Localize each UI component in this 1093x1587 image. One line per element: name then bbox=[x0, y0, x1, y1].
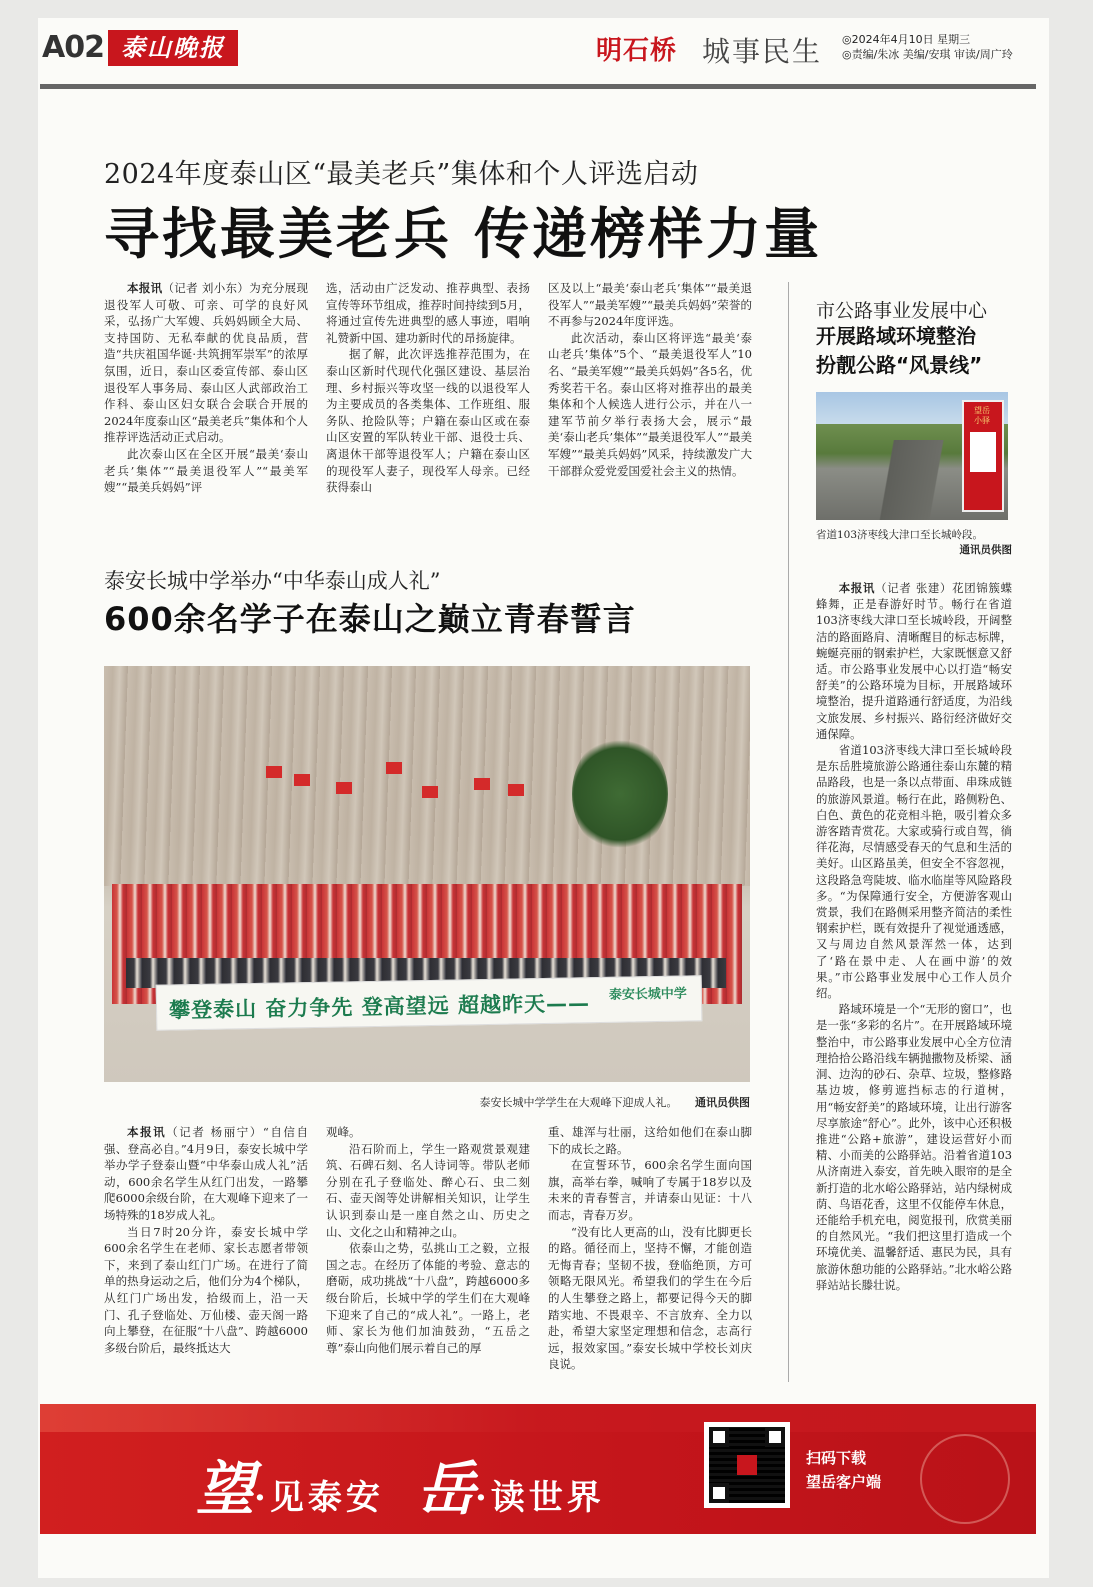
sidebar-body bbox=[816, 580, 1012, 1380]
masthead bbox=[42, 26, 1047, 72]
article1-column-3 bbox=[548, 280, 752, 512]
article1-column-2 bbox=[326, 280, 530, 512]
paragraph: 为充分展现退役军人可敬、可亲、可学的良好风采，弘扬广大军嫂、兵妈妈顾全大局、支持国防、无私奉献的优良品质，营造“共庆祖国华诞·共筑拥军崇军”的浓厚氛围，近日，泰山区委宣传部、泰山区退役军人事务局、泰山区人武部政治工作科、泰山区妇女联合会联合开展的2024年度泰山区“最美老兵”集体和个人推荐评选活动正式启动。 bbox=[104, 281, 308, 445]
ad-char-wang: 望 bbox=[196, 1455, 255, 1523]
paragraph: 观峰。 bbox=[326, 1125, 361, 1139]
qr-finder bbox=[709, 1427, 729, 1447]
road-image bbox=[856, 440, 966, 520]
article2-column-1 bbox=[104, 1124, 308, 1386]
qr-logo bbox=[737, 1455, 757, 1475]
byline: （记者 杨丽宁） bbox=[166, 1125, 263, 1139]
masthead-rule bbox=[40, 84, 1036, 89]
qr-code-icon[interactable] bbox=[704, 1422, 790, 1508]
group-photo-caption bbox=[104, 1094, 750, 1110]
ad-text-2: ·读世界 bbox=[474, 1478, 605, 1518]
masthead-meta bbox=[842, 32, 1013, 62]
paragraph: “自信自强、登高必自。”4月9日，泰安长城中学举办学子登泰山暨“中华泰山成人礼”活动，600余名学生从红门出发，一路攀爬6000余级台阶，在大观峰下迎来了一场特殊的18岁成人礼。 bbox=[104, 1125, 308, 1222]
lead-tag: 本报讯 bbox=[127, 281, 163, 295]
sign-text: 望岳小驿 bbox=[974, 406, 990, 425]
article2-headline: 600余名学子在泰山之巅立青春誓言 bbox=[104, 600, 636, 638]
ad-char-yue: 岳 bbox=[416, 1455, 475, 1523]
cta-line: 望岳客户端 bbox=[806, 1473, 882, 1491]
paragraph: 此次泰山区在全区开展“最美‘泰山老兵’集体”“最美退役军人”“最美军嫂”“最美兵妈妈”评 bbox=[104, 446, 308, 495]
flag-icon bbox=[474, 778, 490, 790]
qr-pattern bbox=[709, 1427, 785, 1503]
pine-tree bbox=[572, 734, 668, 854]
sidebar-kicker: 市公路事业发展中心 bbox=[816, 300, 988, 322]
article1-kicker: 2024年度泰山区“最美老兵”集体和个人评选启动 bbox=[104, 159, 699, 190]
byline: （记者 刘小东） bbox=[162, 281, 250, 295]
paragraph: 选，活动由广泛发动、推荐典型、表扬宣传等环节组成，推荐时间持续到5月，将通过宣传先进典型的感人事迹，唱响礼赞新中国、建功新时代的昂扬旋律。 bbox=[326, 281, 530, 345]
sidebar-headline-line: 开展路域环境整治 bbox=[816, 324, 976, 348]
ad-slogan bbox=[196, 1442, 605, 1526]
caption-text: 泰安长城中学学生在大观峰下迎成人礼。 bbox=[479, 1096, 678, 1109]
article1-column-1 bbox=[104, 280, 308, 512]
paragraph: 沿石阶而上，学生一路观赏景观建筑、石碑石刻、名人诗词等。带队老师分别在孔子登临处、醉心石、虫二刻石、壶天阁等处讲解相关知识，让学生认识到泰山是一座自然之山、历史之山、文化之山和精神之山。 bbox=[326, 1141, 530, 1239]
column-divider bbox=[788, 282, 789, 1382]
article1-headline: 寻找最美老兵 传递榜样力量 bbox=[104, 202, 823, 266]
ad-call-to-action[interactable] bbox=[806, 1446, 881, 1494]
banner-text: 攀登泰山 奋力争先 登高望远 超越昨天—— bbox=[168, 991, 591, 1023]
flag-icon bbox=[422, 786, 438, 798]
banner-org: 泰安长城中学 bbox=[608, 986, 688, 1003]
ad-text-1: ·见泰安 bbox=[254, 1478, 384, 1518]
ad-decoration bbox=[920, 1434, 1010, 1524]
section-name: 城事民生 bbox=[702, 35, 823, 68]
paragraph: “没有比人更高的山，没有比脚更长的路。循径而上，坚持不懈，才能创造无悔青春；坚韧不拔，登临绝顶，方可领略无限风光。希望我们的学生在今后的人生攀登之路上，都要记得今天的脚踏实地、不畏艰辛、不言放弃、全力以赴，希望大家坚定理想和信念，志高行远，报效家国。”泰安长城中学校长刘庆良说。 bbox=[548, 1224, 752, 1372]
date-line: ◎2024年4月10日 星期三 bbox=[842, 33, 971, 46]
paragraph: 区及以上“最美‘泰山老兵’集体”“最美退役军人”“最美军嫂”“最美兵妈妈”荣誉的不再参与2024年度评选。 bbox=[548, 281, 752, 329]
ad-top-band bbox=[40, 1404, 1036, 1432]
sign-panel bbox=[970, 432, 996, 472]
flag-icon bbox=[336, 782, 352, 794]
paragraph: 重、雄浑与壮丽，这给如他们在泰山脚下的成长之路。 bbox=[548, 1125, 752, 1156]
caption-text: 省道103济枣线大津口至长城岭段。 bbox=[816, 529, 984, 541]
flag-icon bbox=[508, 784, 524, 796]
paragraph: 花团锦簇蝶蜂舞，正是春游好时节。畅行在省道103济枣线大津口至长城岭段，开阔整洁的路面路肩、清晰醒目的标志标牌，蜿蜒亮丽的钢索护栏，大家既惬意又舒适。市公路事业发展中心以打造“畅安舒美”的公路环境为目标，开展路域环境整治，提升道路通行舒适度，为沿线文旅发展、乡村振兴、路衍经济做好交通保障。 bbox=[816, 581, 1012, 741]
paragraph: 在宣誓环节，600余名学生面向国旗，高举右拳，喊响了专属于18岁以及未来的青春誓言，并请泰山见证：十八而志，青春万岁。 bbox=[548, 1158, 752, 1222]
photo-credit: 通讯员供图 bbox=[959, 544, 1012, 556]
cta-line: 扫码下载 bbox=[806, 1449, 867, 1467]
app-advertisement[interactable] bbox=[40, 1404, 1036, 1534]
paragraph: 当日7时20分许，泰安长城中学600余名学生在老师、家长志愿者带领下，来到了泰山红门广场。在进行了简单的热身运动之后，他们分为4个梯队，从红门广场出发，拾级而上，沿一天门、孔子登临处、万仙楼、壶天阁一路向上攀登，在征服“十八盘”、跨越6000多级台阶后，最终抵达大 bbox=[104, 1224, 308, 1355]
station-sign bbox=[962, 400, 1004, 512]
group-photo bbox=[104, 666, 750, 1082]
article2-column-3 bbox=[548, 1124, 752, 1386]
article2-kicker: 泰安长城中学举办“中华泰山成人礼” bbox=[104, 569, 441, 593]
paragraph: 据了解，此次评选推荐范围为，在泰山区新时代现代化强区建设、基层治理、乡村振兴等攻坚一线的以退役军人为主要成员的各类集体、工作班组、服务队、抢险队等；户籍在泰山区或在泰山区安置的军队转业干部、退役士兵、离退休干部等退役军人；户籍在泰山区的现役军人妻子，现役军人母亲。已经获得泰山 bbox=[326, 347, 530, 495]
paper-logo: 泰山晚报 bbox=[108, 30, 238, 66]
paragraph: 此次活动，泰山区将评选“最美‘泰山老兵’集体”5个、“最美退役军人”10名、“最美军嫂”“最美兵妈妈”各5名，优秀奖若干名。泰山区将对推荐出的最美集体和个人候选人进行公示，并在八一建军节前夕举行表扬大会，展示“最美‘泰山老兵’集体”“最美退役军人”“最美军嫂”“最美兵妈妈”风采，持续激发广大干部群众爱党爱国爱社会主义的热情。 bbox=[548, 330, 752, 478]
byline: （记者 张建） bbox=[875, 581, 953, 595]
road-photo bbox=[816, 392, 1008, 520]
paragraph: 依泰山之势，弘挑山工之毅，立报国之志。在经历了体能的考验、意志的磨砺，成功挑战“十八盘”，跨越6000多级台阶后，长城中学的学生们在大观峰下迎来了自己的“成人礼”。一路上，老师、家长为他们加油鼓劲，“五岳之尊”泰山向他们展示着自己的厚 bbox=[326, 1241, 530, 1355]
sidebar-photo-caption bbox=[816, 528, 1012, 558]
paragraph: 路域环境是一个“无形的窗口”，也是一张“多彩的名片”。在开展路域环境整治中，市公路事业发展中心全方位清理拾拾公路沿线车辆抛撒物及桥梁、涵洞、边沟的砂石、杂草、垃圾，整修路基边坡，修剪遮挡标志的行道树，用“畅安舒美”的路域环境，让出行游客尽享旅途“舒心”。此外，该中心还积极推进“公路+旅游”，建设运营好小而精、小而美的公路驿站。沿着省道103从济南进入泰安，首先映入眼帘的是全新打造的北水峪公路驿站，站内绿树成荫、鸟语花香，这里不仅能停车休息，还能给手机充电，阅览报刊，欣赏美丽的自然风光。“我们把这里打造成一个环境优美、温馨舒适、惠民为民，具有旅游休憩功能的公路驿站。”北水峪公路驿站站长滕壮说。 bbox=[816, 1002, 1012, 1292]
article2-column-2 bbox=[326, 1124, 530, 1386]
editors-line: ◎责编/朱冰 美编/安琪 审读/周广玲 bbox=[842, 48, 1013, 61]
sidebar-headline bbox=[816, 322, 982, 380]
slogan-banner bbox=[156, 975, 703, 1031]
flag-icon bbox=[386, 762, 402, 774]
lead-tag: 本报讯 bbox=[838, 581, 876, 595]
photo-credit: 通讯员供图 bbox=[695, 1096, 750, 1109]
lead-tag: 本报讯 bbox=[127, 1125, 167, 1139]
qr-finder bbox=[709, 1483, 729, 1503]
flag-icon bbox=[266, 766, 282, 778]
paragraph: 省道103济枣线大津口至长城岭段是东岳胜境旅游公路通往泰山东麓的精品路段，也是一条以点带面、串珠成链的旅游风景道。畅行在此，路侧粉色、白色、黄色的花竞相斗艳，吸引着众多游客踏青赏花。大家或骑行或自驾，徜徉花海，尽情感受春天的气息和生活的美好。山区路虽美，但安全不容忽视，这段路急弯陡坡、临水临崖等风险路段多。“为保障通行安全，方便游客观山赏景，我们在路侧采用整齐简洁的柔性钢索护栏，既有效提升了视觉通透感，又与周边自然风景浑然一体，达到了‘路在景中走、人在画中游’的效果。”市公路事业发展中心工作人员介绍。 bbox=[816, 743, 1012, 1001]
page-number: A02 bbox=[42, 30, 104, 65]
sidebar-headline-line: 扮靓公路“风景线” bbox=[816, 353, 983, 377]
section-brand: 明石桥 bbox=[596, 36, 678, 66]
qr-finder bbox=[765, 1427, 785, 1447]
flag-icon bbox=[294, 774, 310, 786]
